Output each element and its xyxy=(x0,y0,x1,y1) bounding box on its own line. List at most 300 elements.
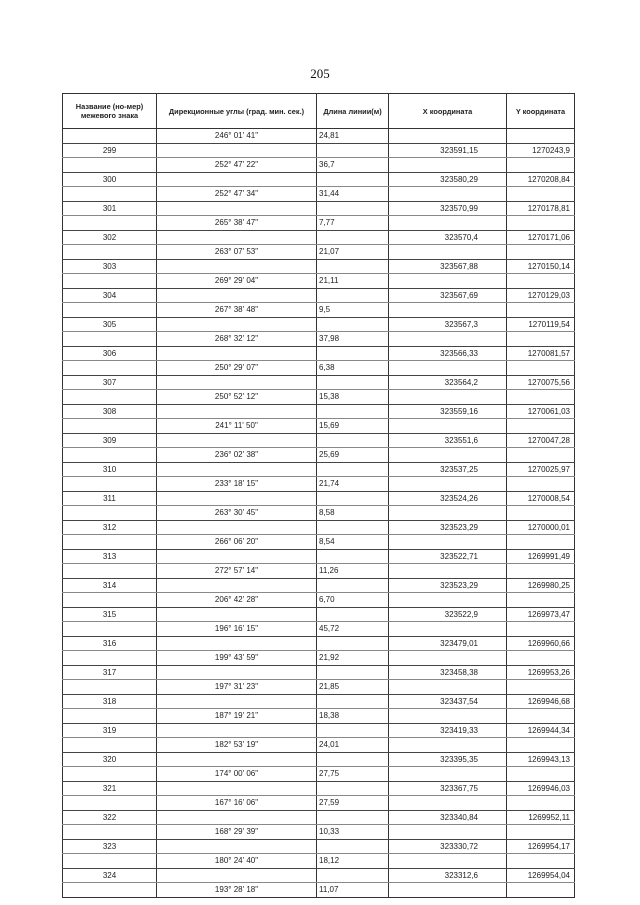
cell-line-length: 18,12 xyxy=(317,854,389,869)
cell-y-coordinate xyxy=(507,796,575,811)
cell-direction-angle xyxy=(157,578,317,593)
cell-line-length: 15,69 xyxy=(317,419,389,434)
cell-line-length: 21,11 xyxy=(317,274,389,289)
cell-x-coordinate: 323340,84 xyxy=(389,810,507,825)
table-row-mark xyxy=(63,810,575,825)
cell-x-coordinate: 323330,72 xyxy=(389,839,507,854)
cell-y-coordinate: 1270047,28 xyxy=(507,433,575,448)
table-row-mark xyxy=(63,230,575,245)
cell-line-length: 7,77 xyxy=(317,216,389,231)
cell-y-coordinate: 1270243,9 xyxy=(507,143,575,158)
table-row-line xyxy=(63,187,575,202)
cell-line-length xyxy=(317,578,389,593)
cell-line-length: 10,33 xyxy=(317,825,389,840)
table-row-mark xyxy=(63,839,575,854)
cell-line-length xyxy=(317,288,389,303)
cell-direction-angle: 187° 19' 21" xyxy=(157,709,317,724)
table-row-mark xyxy=(63,549,575,564)
cell-y-coordinate xyxy=(507,767,575,782)
cell-y-coordinate: 1269991,49 xyxy=(507,549,575,564)
cell-direction-angle xyxy=(157,665,317,680)
cell-direction-angle: 206° 42' 28" xyxy=(157,593,317,608)
cell-y-coordinate: 1269954,17 xyxy=(507,839,575,854)
cell-x-coordinate: 323523,29 xyxy=(389,520,507,535)
cell-mark-name xyxy=(63,448,157,463)
cell-line-length: 27,59 xyxy=(317,796,389,811)
table-body xyxy=(63,129,575,898)
header-y: Y координата xyxy=(507,94,575,129)
cell-direction-angle: 268° 32' 12" xyxy=(157,332,317,347)
cell-mark-name: 299 xyxy=(63,143,157,158)
table-row-line xyxy=(63,651,575,666)
cell-line-length xyxy=(317,868,389,883)
cell-x-coordinate: 323437,54 xyxy=(389,694,507,709)
cell-x-coordinate: 323419,33 xyxy=(389,723,507,738)
table-row-mark xyxy=(63,143,575,158)
table-row-line xyxy=(63,448,575,463)
cell-mark-name: 304 xyxy=(63,288,157,303)
cell-direction-angle: 266° 06' 20" xyxy=(157,535,317,550)
cell-line-length xyxy=(317,433,389,448)
cell-line-length: 9,5 xyxy=(317,303,389,318)
cell-mark-name: 316 xyxy=(63,636,157,651)
cell-y-coordinate: 1270075,56 xyxy=(507,375,575,390)
cell-direction-angle xyxy=(157,868,317,883)
cell-direction-angle xyxy=(157,694,317,709)
cell-x-coordinate xyxy=(389,825,507,840)
cell-mark-name xyxy=(63,854,157,869)
cell-y-coordinate xyxy=(507,477,575,492)
cell-direction-angle: 233° 18' 15" xyxy=(157,477,317,492)
cell-y-coordinate: 1269946,68 xyxy=(507,694,575,709)
cell-x-coordinate xyxy=(389,129,507,144)
cell-x-coordinate: 323570,99 xyxy=(389,201,507,216)
cell-line-length: 8,58 xyxy=(317,506,389,521)
cell-x-coordinate: 323580,29 xyxy=(389,172,507,187)
table-row-line xyxy=(63,767,575,782)
cell-mark-name: 305 xyxy=(63,317,157,332)
cell-y-coordinate xyxy=(507,854,575,869)
cell-line-length xyxy=(317,810,389,825)
cell-direction-angle xyxy=(157,781,317,796)
cell-line-length: 21,85 xyxy=(317,680,389,695)
cell-line-length xyxy=(317,259,389,274)
table-row-line xyxy=(63,303,575,318)
cell-mark-name xyxy=(63,883,157,898)
cell-line-length xyxy=(317,607,389,622)
table-row-mark xyxy=(63,375,575,390)
cell-mark-name: 317 xyxy=(63,665,157,680)
cell-direction-angle: 267° 38' 48" xyxy=(157,303,317,318)
cell-line-length: 21,07 xyxy=(317,245,389,260)
cell-y-coordinate xyxy=(507,158,575,173)
cell-line-length xyxy=(317,839,389,854)
cell-x-coordinate xyxy=(389,767,507,782)
cell-line-length xyxy=(317,230,389,245)
cell-direction-angle: 199° 43' 59" xyxy=(157,651,317,666)
table-row-line xyxy=(63,216,575,231)
cell-line-length xyxy=(317,781,389,796)
cell-line-length xyxy=(317,491,389,506)
cell-x-coordinate: 323522,9 xyxy=(389,607,507,622)
cell-y-coordinate xyxy=(507,390,575,405)
cell-direction-angle xyxy=(157,288,317,303)
cell-direction-angle xyxy=(157,143,317,158)
cell-x-coordinate: 323522,71 xyxy=(389,549,507,564)
cell-x-coordinate: 323567,88 xyxy=(389,259,507,274)
cell-direction-angle xyxy=(157,462,317,477)
cell-y-coordinate xyxy=(507,738,575,753)
table-row-mark xyxy=(63,346,575,361)
cell-mark-name: 311 xyxy=(63,491,157,506)
cell-x-coordinate: 323567,69 xyxy=(389,288,507,303)
table-row-mark xyxy=(63,404,575,419)
table-row-line xyxy=(63,390,575,405)
cell-mark-name: 324 xyxy=(63,868,157,883)
table-row-line xyxy=(63,593,575,608)
cell-line-length xyxy=(317,636,389,651)
cell-mark-name xyxy=(63,738,157,753)
cell-x-coordinate xyxy=(389,245,507,260)
cell-x-coordinate xyxy=(389,593,507,608)
cell-x-coordinate: 323591,15 xyxy=(389,143,507,158)
table-row-line xyxy=(63,506,575,521)
cell-x-coordinate xyxy=(389,187,507,202)
cell-x-coordinate xyxy=(389,390,507,405)
table-row-mark xyxy=(63,259,575,274)
cell-line-length xyxy=(317,723,389,738)
table-row-line xyxy=(63,883,575,898)
cell-y-coordinate: 1270178,81 xyxy=(507,201,575,216)
cell-mark-name: 319 xyxy=(63,723,157,738)
cell-mark-name xyxy=(63,158,157,173)
cell-x-coordinate xyxy=(389,361,507,376)
cell-direction-angle: 272° 57' 14" xyxy=(157,564,317,579)
cell-y-coordinate: 1269943,13 xyxy=(507,752,575,767)
cell-mark-name: 318 xyxy=(63,694,157,709)
cell-mark-name xyxy=(63,477,157,492)
cell-direction-angle: 252° 47' 34" xyxy=(157,187,317,202)
cell-line-length: 8,54 xyxy=(317,535,389,550)
cell-direction-angle xyxy=(157,172,317,187)
cell-x-coordinate xyxy=(389,332,507,347)
cell-direction-angle xyxy=(157,839,317,854)
cell-line-length xyxy=(317,172,389,187)
cell-y-coordinate: 1270025,97 xyxy=(507,462,575,477)
cell-mark-name xyxy=(63,332,157,347)
cell-y-coordinate xyxy=(507,245,575,260)
cell-x-coordinate xyxy=(389,564,507,579)
cell-y-coordinate xyxy=(507,448,575,463)
cell-direction-angle: 197° 31' 23" xyxy=(157,680,317,695)
table-row-mark xyxy=(63,520,575,535)
header-length: Длина линии(м) xyxy=(317,94,389,129)
cell-y-coordinate: 1270119,54 xyxy=(507,317,575,332)
cell-x-coordinate xyxy=(389,477,507,492)
cell-line-length: 21,92 xyxy=(317,651,389,666)
cell-x-coordinate xyxy=(389,535,507,550)
cell-direction-angle xyxy=(157,404,317,419)
cell-mark-name xyxy=(63,796,157,811)
cell-line-length: 21,74 xyxy=(317,477,389,492)
cell-line-length xyxy=(317,346,389,361)
cell-y-coordinate xyxy=(507,680,575,695)
cell-y-coordinate xyxy=(507,651,575,666)
cell-direction-angle: 196° 16' 15" xyxy=(157,622,317,637)
cell-direction-angle xyxy=(157,636,317,651)
cell-mark-name xyxy=(63,245,157,260)
cell-mark-name xyxy=(63,187,157,202)
page-number: 205 xyxy=(310,66,330,81)
table-row-line xyxy=(63,709,575,724)
table-row-line xyxy=(63,796,575,811)
cell-mark-name xyxy=(63,825,157,840)
cell-direction-angle xyxy=(157,375,317,390)
cell-y-coordinate xyxy=(507,593,575,608)
cell-x-coordinate xyxy=(389,448,507,463)
cell-direction-angle: 167° 16' 06" xyxy=(157,796,317,811)
cell-x-coordinate: 323567,3 xyxy=(389,317,507,332)
cell-mark-name: 315 xyxy=(63,607,157,622)
cell-mark-name xyxy=(63,535,157,550)
cell-direction-angle: 168° 29' 39" xyxy=(157,825,317,840)
cell-mark-name xyxy=(63,216,157,231)
cell-y-coordinate xyxy=(507,506,575,521)
cell-y-coordinate: 1269973,47 xyxy=(507,607,575,622)
header-angle: Дирекционные углы (град. мин. сек.) xyxy=(157,94,317,129)
cell-line-length: 31,44 xyxy=(317,187,389,202)
cell-y-coordinate: 1269953,26 xyxy=(507,665,575,680)
cell-line-length xyxy=(317,201,389,216)
cell-y-coordinate xyxy=(507,535,575,550)
table-row-line xyxy=(63,564,575,579)
cell-y-coordinate xyxy=(507,274,575,289)
table-row-mark xyxy=(63,665,575,680)
cell-y-coordinate: 1270150,14 xyxy=(507,259,575,274)
cell-x-coordinate xyxy=(389,709,507,724)
cell-line-length: 37,98 xyxy=(317,332,389,347)
cell-direction-angle xyxy=(157,607,317,622)
table-row-line xyxy=(63,419,575,434)
cell-direction-angle xyxy=(157,723,317,738)
cell-y-coordinate xyxy=(507,419,575,434)
cell-x-coordinate: 323479,01 xyxy=(389,636,507,651)
cell-x-coordinate xyxy=(389,651,507,666)
table-row-line xyxy=(63,274,575,289)
table-header-row xyxy=(63,94,575,129)
cell-y-coordinate: 1269980,25 xyxy=(507,578,575,593)
cell-line-length: 24,01 xyxy=(317,738,389,753)
cell-line-length: 11,26 xyxy=(317,564,389,579)
cell-line-length xyxy=(317,404,389,419)
cell-mark-name: 322 xyxy=(63,810,157,825)
cell-mark-name xyxy=(63,129,157,144)
cell-direction-angle: 241° 11' 50" xyxy=(157,419,317,434)
cell-mark-name xyxy=(63,361,157,376)
cell-x-coordinate: 323312,6 xyxy=(389,868,507,883)
cell-y-coordinate xyxy=(507,825,575,840)
cell-line-length: 6,70 xyxy=(317,593,389,608)
cell-mark-name xyxy=(63,506,157,521)
cell-mark-name: 321 xyxy=(63,781,157,796)
cell-x-coordinate: 323523,29 xyxy=(389,578,507,593)
cell-x-coordinate: 323551,6 xyxy=(389,433,507,448)
table-row-mark xyxy=(63,578,575,593)
table-row-line xyxy=(63,361,575,376)
cell-mark-name xyxy=(63,767,157,782)
cell-y-coordinate xyxy=(507,129,575,144)
header-name: Название (но-мер) межевого знака xyxy=(63,94,157,129)
cell-mark-name: 313 xyxy=(63,549,157,564)
cell-y-coordinate: 1270008,54 xyxy=(507,491,575,506)
cell-line-length: 15,38 xyxy=(317,390,389,405)
cell-direction-angle: 250° 52' 12" xyxy=(157,390,317,405)
cell-mark-name: 302 xyxy=(63,230,157,245)
cell-x-coordinate: 323458,38 xyxy=(389,665,507,680)
cell-direction-angle xyxy=(157,317,317,332)
cell-direction-angle: 250° 29' 07" xyxy=(157,361,317,376)
cell-y-coordinate xyxy=(507,883,575,898)
cell-x-coordinate xyxy=(389,738,507,753)
table-row-line xyxy=(63,158,575,173)
table-row-line xyxy=(63,477,575,492)
cell-mark-name: 308 xyxy=(63,404,157,419)
cell-direction-angle xyxy=(157,346,317,361)
table-row-mark xyxy=(63,491,575,506)
table-row-line xyxy=(63,738,575,753)
cell-mark-name xyxy=(63,593,157,608)
table-row-mark xyxy=(63,694,575,709)
cell-direction-angle: 263° 07' 53" xyxy=(157,245,317,260)
cell-mark-name: 309 xyxy=(63,433,157,448)
cell-line-length xyxy=(317,143,389,158)
table-row-mark xyxy=(63,868,575,883)
cell-y-coordinate: 1270171,06 xyxy=(507,230,575,245)
cell-mark-name: 300 xyxy=(63,172,157,187)
cell-direction-angle xyxy=(157,433,317,448)
cell-x-coordinate xyxy=(389,622,507,637)
cell-mark-name xyxy=(63,709,157,724)
table-row-mark xyxy=(63,781,575,796)
cell-mark-name: 323 xyxy=(63,839,157,854)
cell-x-coordinate xyxy=(389,680,507,695)
header-x: X координата xyxy=(389,94,507,129)
cell-x-coordinate xyxy=(389,854,507,869)
cell-direction-angle: 180° 24' 40" xyxy=(157,854,317,869)
table-row-mark xyxy=(63,752,575,767)
table-row-mark xyxy=(63,636,575,651)
cell-line-length xyxy=(317,694,389,709)
cell-y-coordinate xyxy=(507,187,575,202)
cell-direction-angle xyxy=(157,520,317,535)
table-row-line xyxy=(63,245,575,260)
cell-y-coordinate xyxy=(507,361,575,376)
table-row-mark xyxy=(63,723,575,738)
cell-y-coordinate: 1270081,57 xyxy=(507,346,575,361)
cell-mark-name xyxy=(63,680,157,695)
cell-line-length: 36,7 xyxy=(317,158,389,173)
cell-mark-name: 306 xyxy=(63,346,157,361)
cell-y-coordinate: 1269960,66 xyxy=(507,636,575,651)
cell-x-coordinate xyxy=(389,303,507,318)
cell-line-length: 25,69 xyxy=(317,448,389,463)
cell-mark-name xyxy=(63,274,157,289)
cell-x-coordinate: 323559,16 xyxy=(389,404,507,419)
cell-mark-name: 303 xyxy=(63,259,157,274)
cell-x-coordinate xyxy=(389,883,507,898)
cell-line-length xyxy=(317,317,389,332)
cell-y-coordinate: 1269946,03 xyxy=(507,781,575,796)
cell-mark-name: 301 xyxy=(63,201,157,216)
cell-y-coordinate xyxy=(507,332,575,347)
table-row-mark xyxy=(63,288,575,303)
cell-mark-name: 310 xyxy=(63,462,157,477)
cell-line-length: 6,38 xyxy=(317,361,389,376)
cell-y-coordinate: 1270061,03 xyxy=(507,404,575,419)
cell-direction-angle xyxy=(157,491,317,506)
cell-x-coordinate xyxy=(389,158,507,173)
cell-direction-angle xyxy=(157,230,317,245)
table-row-line xyxy=(63,129,575,144)
cell-x-coordinate xyxy=(389,419,507,434)
cell-line-length: 18,38 xyxy=(317,709,389,724)
cell-x-coordinate: 323564,2 xyxy=(389,375,507,390)
cell-line-length: 24,81 xyxy=(317,129,389,144)
table-row-line xyxy=(63,825,575,840)
cell-line-length xyxy=(317,665,389,680)
table-row-mark xyxy=(63,462,575,477)
cell-mark-name xyxy=(63,419,157,434)
cell-y-coordinate: 1270208,84 xyxy=(507,172,575,187)
cell-x-coordinate: 323537,25 xyxy=(389,462,507,477)
cell-direction-angle: 269° 29' 04" xyxy=(157,274,317,289)
cell-direction-angle: 263° 30' 45" xyxy=(157,506,317,521)
table-row-mark xyxy=(63,317,575,332)
cell-y-coordinate: 1269954,04 xyxy=(507,868,575,883)
cell-direction-angle xyxy=(157,201,317,216)
cell-direction-angle: 236° 02' 38" xyxy=(157,448,317,463)
cell-line-length xyxy=(317,462,389,477)
cell-x-coordinate: 323395,35 xyxy=(389,752,507,767)
cell-mark-name xyxy=(63,651,157,666)
cell-mark-name: 312 xyxy=(63,520,157,535)
table-row-line xyxy=(63,680,575,695)
table-row-line xyxy=(63,535,575,550)
cell-direction-angle xyxy=(157,752,317,767)
cell-direction-angle xyxy=(157,810,317,825)
cell-direction-angle xyxy=(157,549,317,564)
cell-x-coordinate: 323524,26 xyxy=(389,491,507,506)
coordinates-table-wrapper xyxy=(62,93,574,898)
cell-line-length xyxy=(317,549,389,564)
cell-direction-angle: 265° 38' 47" xyxy=(157,216,317,231)
table-row-mark xyxy=(63,607,575,622)
cell-x-coordinate: 323367,75 xyxy=(389,781,507,796)
coordinates-table xyxy=(62,93,575,898)
cell-direction-angle: 174° 00' 06" xyxy=(157,767,317,782)
cell-x-coordinate xyxy=(389,796,507,811)
cell-x-coordinate: 323566,33 xyxy=(389,346,507,361)
cell-mark-name xyxy=(63,564,157,579)
cell-mark-name xyxy=(63,303,157,318)
cell-y-coordinate xyxy=(507,216,575,231)
cell-y-coordinate: 1270000,01 xyxy=(507,520,575,535)
cell-mark-name xyxy=(63,390,157,405)
cell-line-length: 27,75 xyxy=(317,767,389,782)
table-row-mark xyxy=(63,172,575,187)
cell-x-coordinate xyxy=(389,274,507,289)
cell-y-coordinate: 1269952,11 xyxy=(507,810,575,825)
